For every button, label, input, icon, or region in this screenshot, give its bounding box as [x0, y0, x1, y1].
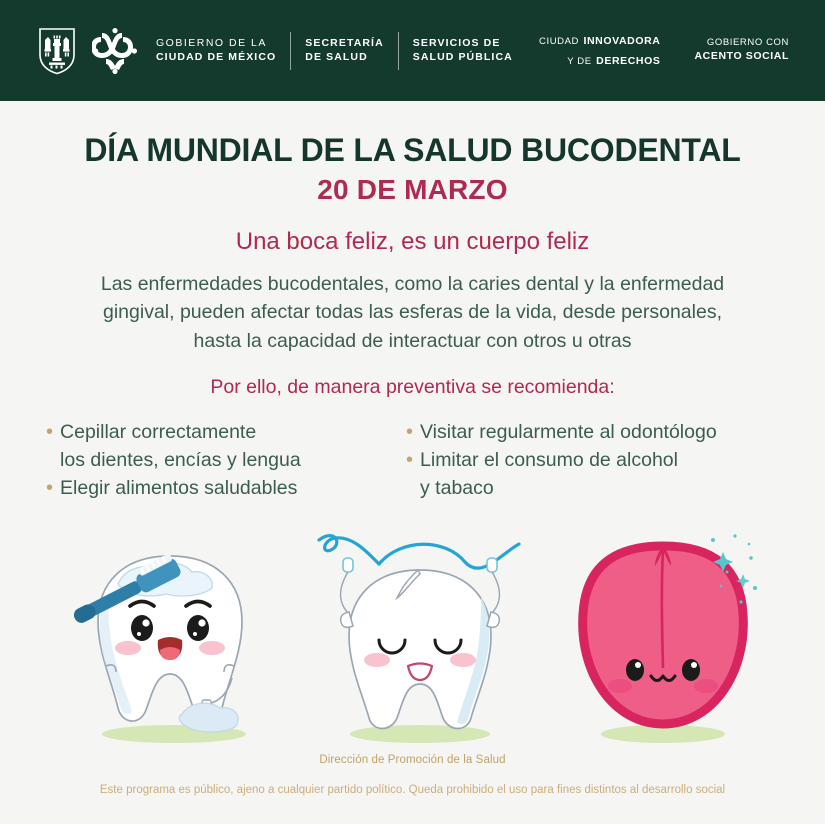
ground-shadow [350, 725, 490, 743]
page-subtitle-date: 20 DE MARZO [317, 173, 508, 205]
servicios-line1: SERVICIOS DE [412, 37, 501, 50]
right-blush [450, 653, 476, 667]
cdmx-coat-of-arms-icon [38, 27, 76, 75]
slogan1-thin2: Y DE [567, 56, 592, 68]
slogan1-thin: CIUDAD [539, 35, 580, 47]
list-item-text [420, 447, 678, 502]
list-item-line1: Cepillar correctamente [60, 421, 257, 444]
brand-lockup [38, 27, 513, 75]
footer-direccion: Dirección de Promoción de la Salud [319, 754, 506, 767]
list-item [406, 447, 717, 502]
tongue-illustration [563, 518, 763, 748]
slogan1-bold: INNOVADORA [583, 34, 661, 47]
list-item-line1: Limitar el consumo de alcohol [420, 448, 678, 471]
slogan-acento-social [694, 38, 789, 64]
list-item-line2: los dientes, encías y lengua [60, 448, 301, 471]
footer-legal-disclaimer: Este programa es público, ajeno a cualquier partido político. Queda prohibido el uso para fines distintos al desarrollo social [99, 784, 726, 797]
list-item [46, 419, 406, 474]
divider-2 [398, 32, 399, 70]
illustration-row [0, 518, 825, 748]
list-item-text [60, 419, 301, 474]
call-to-action: Por ello, de manera preventiva se recomienda: [210, 376, 615, 399]
intro-paragraph [0, 270, 825, 357]
title-block [0, 133, 825, 206]
bullet-dot-icon: • [406, 448, 414, 471]
list-item-text: Elegir alimentos saludables [60, 476, 298, 499]
right-eye [682, 659, 700, 681]
recommendations-list [0, 419, 825, 502]
site-header [0, 0, 825, 101]
slogan2-thin: GOBIERNO CON [706, 37, 789, 49]
left-blush [608, 679, 632, 693]
right-eye [187, 615, 209, 641]
list-item [46, 475, 406, 503]
recommendations-column-left [46, 419, 406, 502]
recommendations-column-right [406, 419, 717, 502]
right-blush [694, 679, 718, 693]
tagline: Una boca feliz, es un cuerpo feliz [235, 227, 590, 255]
gobierno-line1: GOBIERNO DE LA [156, 37, 267, 50]
left-blush [364, 653, 390, 667]
secretaria-line2: DE SALUD [305, 50, 368, 63]
brand-wordmark [156, 32, 513, 70]
right-blush [199, 641, 225, 655]
list-item-text: Visitar regularmente al odontólogo [420, 421, 717, 444]
slogan-ciudad-innovadora [539, 30, 660, 72]
tooth-with-floss-illustration [305, 518, 535, 748]
gobierno-cdmx-text [156, 37, 276, 64]
gobierno-line2: CIUDAD DE MÉXICO [156, 50, 277, 63]
list-item [406, 419, 717, 447]
servicios-salud-publica-text [413, 37, 513, 64]
page-title: DÍA MUNDIAL DE LA SALUD BUCODENTAL [84, 132, 741, 168]
left-eye [131, 615, 153, 641]
secretaria-line1: SECRETARÍA [305, 37, 384, 50]
paragraph-line-3: hasta la capacidad de interactuar con otros u otras [193, 330, 632, 353]
cdmx-knot-icon [92, 27, 138, 75]
divider-1 [290, 32, 291, 70]
bullet-dot-icon: • [406, 421, 414, 444]
list-item-line2: y tabaco [420, 476, 494, 499]
header-slogans [539, 30, 789, 72]
left-eye [626, 659, 644, 681]
tooth-with-toothbrush-illustration [62, 518, 277, 748]
bullet-dot-icon: • [46, 476, 54, 499]
footer [0, 754, 825, 796]
left-blush [115, 641, 141, 655]
servicios-line2: SALUD PÚBLICA [412, 50, 513, 63]
secretaria-salud-text [305, 37, 383, 64]
slogan2-bold: ACENTO SOCIAL [694, 49, 789, 62]
bullet-dot-icon: • [46, 421, 54, 444]
paragraph-line-2: gingival, pueden afectar todas las esferas de la vida, desde personales, [103, 301, 722, 324]
slogan1-bold2: DERECHOS [596, 55, 661, 68]
paragraph-line-1: Las enfermedades bucodentales, como la caries dental y la enfermedad [100, 272, 725, 295]
